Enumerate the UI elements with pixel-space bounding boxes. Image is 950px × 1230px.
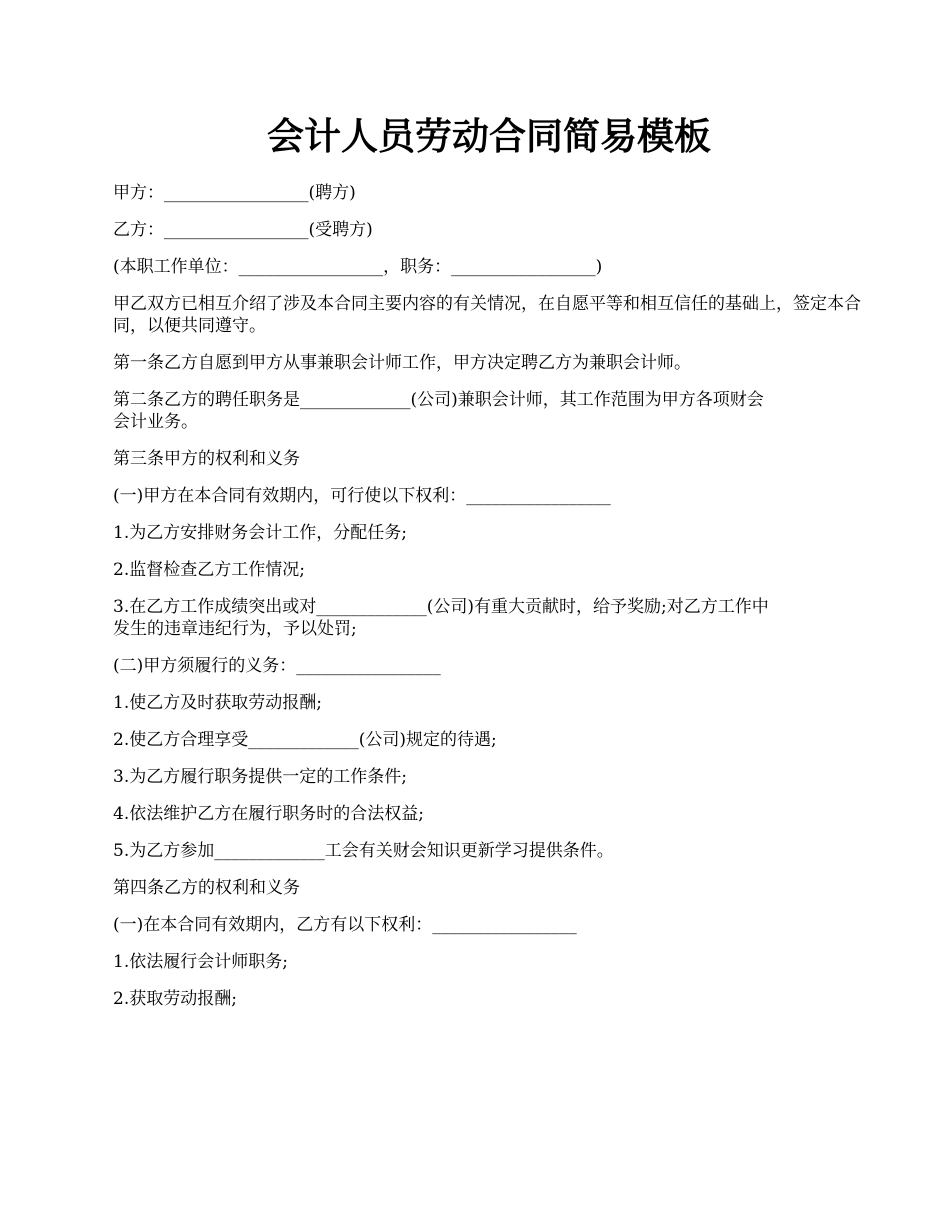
article-3-rights-item-3: 3.在乙方工作成绩突出或对_____________(公司)有重大贡献时，给予奖励;对乙方工作中 发生的违章违纪行为，予以处罚;	[113, 597, 769, 639]
article-3-heading: 第三条甲方的权利和义务	[113, 449, 300, 469]
article-3-duties-item-3: 3.为乙方履行职务提供一定的工作条件;	[113, 767, 407, 787]
article-3-duties-item-5: 5.为乙方参加_____________工会有关财会知识更新学习提供条件。	[113, 841, 614, 861]
article-4-rights-heading: (一)在本合同有效期内，乙方有以下权利：_________________	[113, 915, 577, 935]
preamble-paragraph: 甲乙双方已相互介绍了涉及本合同主要内容的有关情况，在自愿平等和相互信任的基础上，签定本合同，以便共同遵守。	[113, 294, 861, 336]
article-4-heading: 第四条乙方的权利和义务	[113, 878, 300, 898]
article-1: 第一条乙方自愿到甲方从事兼职会计师工作，甲方决定聘乙方为兼职会计师。	[113, 353, 691, 373]
article-3-rights-item-2: 2.监督检查乙方工作情况;	[113, 560, 305, 580]
article-2: 第二条乙方的聘任职务是_____________(公司)兼职会计师，其工作范围为甲方各项财会 会计业务。	[113, 390, 764, 432]
article-3-duties-item-2: 2.使乙方合理享受_____________(公司)规定的待遇;	[113, 730, 497, 750]
article-3-duties-item-4: 4.依法维护乙方在履行职务时的合法权益;	[113, 804, 424, 824]
article-4-rights-item-1: 1.依法履行会计师职务;	[113, 952, 288, 972]
workplace-line: (本职工作单位：_________________，职务：_________________)	[113, 257, 603, 277]
article-3-rights-heading: (一)甲方在本合同有效期内，可行使以下权利：_________________	[113, 486, 611, 506]
party-a-line: 甲方：_________________(聘方)	[113, 183, 356, 203]
article-3-duties-item-1: 1.使乙方及时获取劳动报酬;	[113, 693, 322, 713]
article-4-rights-item-2: 2.获取劳动报酬;	[113, 989, 237, 1009]
party-b-line: 乙方：_________________(受聘方)	[113, 220, 373, 240]
document-title: 会计人员劳动合同简易模板	[267, 114, 711, 158]
article-3-rights-item-1: 1.为乙方安排财务会计工作，分配任务;	[113, 523, 407, 543]
article-3-duties-heading: (二)甲方须履行的义务：_________________	[113, 656, 441, 676]
